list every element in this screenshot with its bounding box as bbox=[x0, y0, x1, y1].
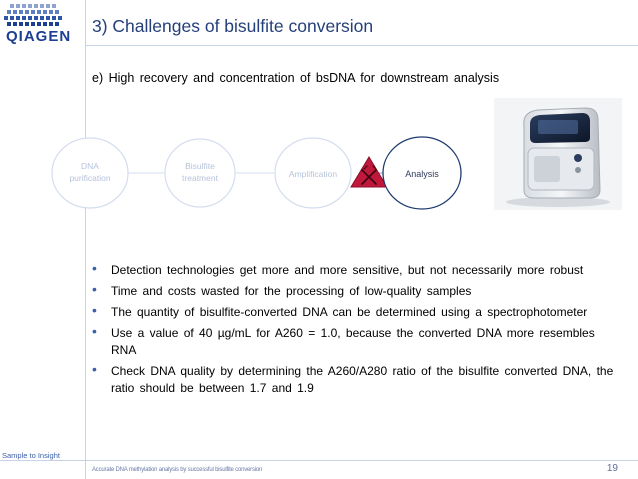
warning-triangle-icon bbox=[351, 157, 387, 187]
bullet-item: • The quantity of bisulfite-converted DNA can be determined using a spectrophotometer bbox=[92, 304, 622, 321]
qiagen-logo bbox=[2, 2, 72, 48]
footer-divider bbox=[0, 460, 638, 461]
step-3-label: Amplification bbox=[288, 169, 338, 179]
step-2-label-line-1: Bisulfite bbox=[185, 161, 215, 171]
footer-tagline: Sample to Insight bbox=[2, 451, 60, 460]
instrument-image bbox=[494, 98, 622, 210]
bullet-item: • Check DNA quality by determining the A260/A280 ratio of the bisulfite converted DNA, the ratio should be between 1.7 and 1.9 bbox=[92, 363, 622, 397]
footer-caption: Accurate DNA methylation analysis by successful bisulfite conversion bbox=[92, 467, 263, 473]
step-2-label-line-2: treatment bbox=[182, 173, 218, 183]
page-number: 19 bbox=[606, 463, 618, 474]
left-accent-line bbox=[85, 0, 86, 479]
step-4-label: Analysis bbox=[405, 169, 439, 179]
slide-subtitle: e) High recovery and concentration of bsDNA for downstream analysis bbox=[92, 71, 500, 85]
bullet-item: • Time and costs wasted for the processing of low-quality samples bbox=[92, 283, 622, 300]
bullet-list bbox=[92, 262, 622, 401]
slide-title: 3) Challenges of bisulfite conversion bbox=[92, 16, 374, 36]
logo-wordmark: QIAGEN bbox=[6, 28, 72, 45]
bullet-item: • Use a value of 40 µg/mL for A260 = 1.0, because the converted DNA more resembles RNA bbox=[92, 325, 622, 359]
header-divider bbox=[86, 45, 638, 46]
bullet-item: • Detection technologies get more and more sensitive, but not necessarily more robust bbox=[92, 262, 622, 279]
logo-dots-icon bbox=[2, 2, 72, 28]
step-1-label-line-2: purification bbox=[69, 173, 111, 183]
step-1-label-line-1: DNA bbox=[81, 161, 99, 171]
